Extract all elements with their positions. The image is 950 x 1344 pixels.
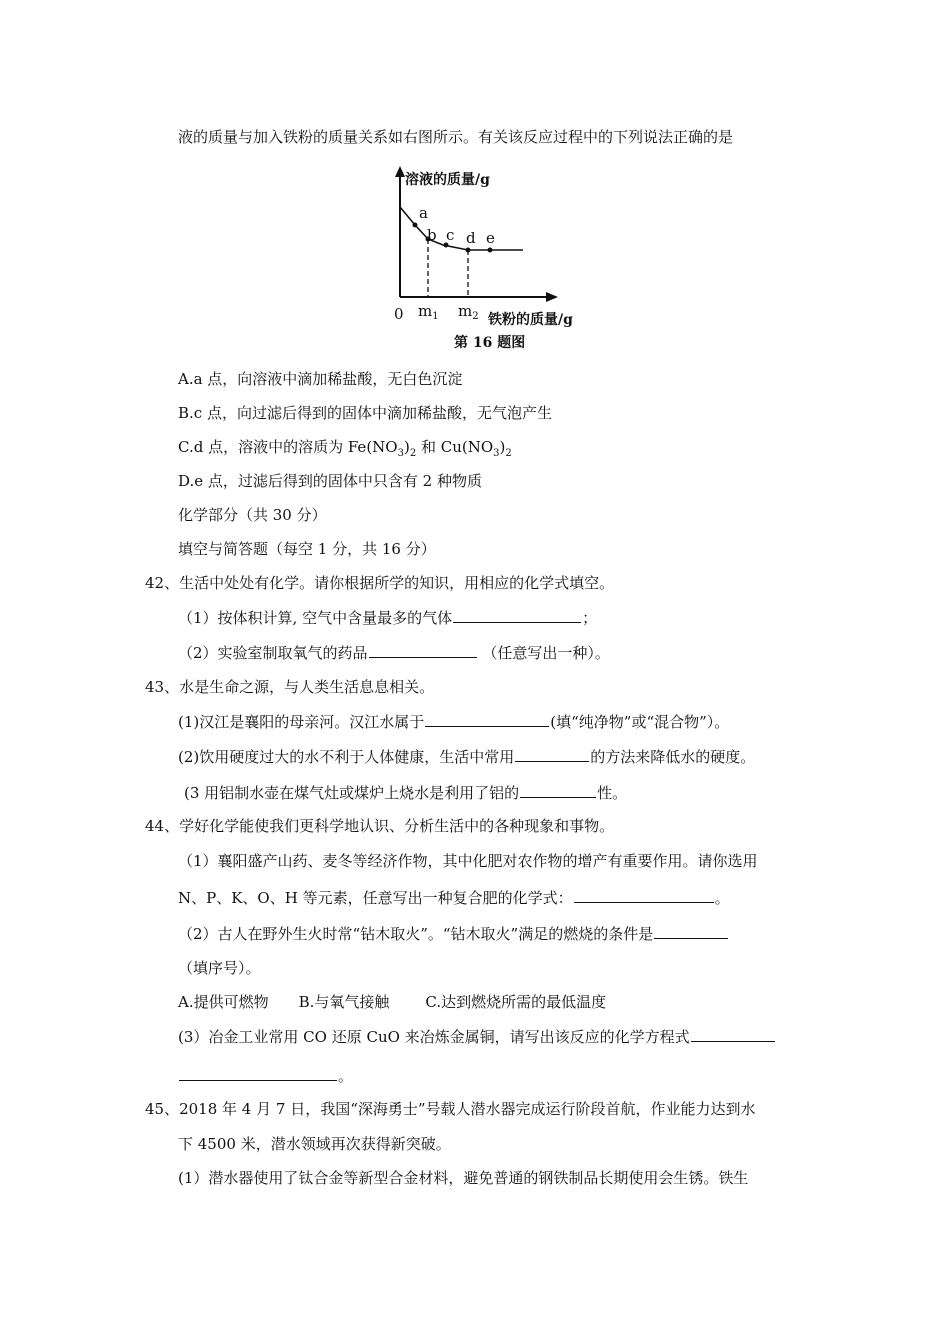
q44-part1b-text: N、P、K、O、H 等元素，任意写出一种复合肥的化学式： [178,889,573,907]
q45-stem: 45、2018 年 4 月 7 日，我国“深海勇士”号载人潜水器完成运行阶段首航，作业能力达到水 [145,1100,756,1118]
q43-part3 [184,782,627,803]
q44-stem: 44、学好化学能使我们更科学地认识、分析生活中的各种现象和事物。 [145,817,615,835]
x-axis-arrow [546,292,558,302]
x-axis-label: 铁粉的质量/g [488,312,573,328]
section-title: 化学部分（共 30 分） [178,506,327,524]
origin-label: 0 [394,305,404,323]
q43-part1-end: (填“纯净物”或“混合物”）。 [550,713,730,731]
q42-part2-end: （任意写出一种）。 [482,644,610,662]
label-a: a [419,204,428,222]
option-c-text: ) [403,438,410,456]
label-c: c [446,226,455,244]
q45-stem-continued: 下 4500 米，潜水领域再次获得新突破。 [178,1135,451,1153]
subscript: 2 [409,448,417,459]
label-b: b [427,226,437,244]
q44-part1: （1）襄阳盛产山药、麦冬等经济作物，其中化肥对农作物的增产有重要作用。请你选用 [178,852,758,870]
label-e: e [486,229,495,247]
q43-part3-end: 性。 [597,784,628,802]
q44-part2-continued: （填序号）。 [178,959,261,977]
option-c-text: 和 Cu(NO [416,438,494,456]
q42-part1-end: ； [582,609,598,627]
answer-blank[interactable] [574,887,714,903]
q44-option-b: B.与氧气接触 [298,993,390,1011]
q44-part3-end: 。 [338,1067,354,1085]
q44-options [178,992,606,1012]
intro-line: 液的质量与加入铁粉的质量关系如右图所示。有关该反应过程中的下列说法正确的是 [178,128,734,146]
q43-stem: 43、水是生命之源，与人类生活息息相关。 [145,678,435,696]
answer-blank[interactable] [453,607,581,623]
q44-part1b-end: 。 [714,889,730,907]
option-a: A.a 点，向溶液中滴加稀盐酸，无白色沉淀 [178,370,463,388]
option-b: B.c 点，向过滤后得到的固体中滴加稀盐酸，无气泡产生 [178,404,552,422]
point-e [488,248,493,253]
option-c-text: ) [499,438,506,456]
q44-option-c: C.达到燃烧所需的最低温度 [425,993,607,1011]
label-d: d [466,229,476,247]
section-subtitle: 填空与简答题（每空 1 分，共 16 分） [178,540,436,558]
q44-part2 [178,923,729,944]
option-c-text: C.d 点，溶液中的溶质为 Fe(NO [178,438,398,456]
answer-blank[interactable] [369,642,477,658]
option-d: D.e 点，过滤后得到的固体中只含有 2 种物质 [178,472,482,490]
q42-stem: 42、生活中处处有化学。请你根据所学的知识，用相应的化学式填空。 [145,574,615,592]
q44-option-a: A.提供可燃物 [178,993,269,1011]
y-axis-arrow [395,166,405,177]
option-c [178,437,512,464]
answer-blank[interactable] [425,711,549,727]
m1-label: $m_1$ [418,302,439,322]
q43-part2 [178,746,755,767]
y-axis-label: 溶液的质量/g [405,172,490,188]
q45-part1: (1）潜水器使用了钛合金等新型合金材料，避免普通的钢铁制品长期使用会生锈。铁生 [178,1169,749,1187]
subscript: 3 [493,448,500,459]
q42-part2-text: （2）实验室制取氧气的药品 [178,644,368,662]
q42-part1-text: （1）按体积计算, 空气中含量最多的气体 [178,609,453,627]
q43-part1 [178,711,729,732]
q44-part2-text: （2）古人在野外生火时常“钻木取火”。“钻木取火”满足的燃烧的条件是 [178,925,654,943]
subscript: 3 [397,448,404,459]
q42-part2 [178,642,610,663]
q44-part3-continued [178,1065,353,1086]
q44-part3-text: (3）冶金工业常用 CO 还原 CuO 来冶炼金属铜，请写出该反应的化学方程式 [178,1028,690,1046]
answer-blank[interactable] [179,1065,337,1081]
solution-mass-graph [388,162,598,357]
answer-blank[interactable] [691,1026,775,1042]
answer-blank[interactable] [515,746,589,762]
q43-part2-text: (2)饮用硬度过大的水不利于人体健康，生活中常用 [178,748,515,766]
q43-part1-text: (1)汉江是襄阳的母亲河。汉江水属于 [178,713,425,731]
answer-blank[interactable] [654,923,728,939]
point-d [466,248,471,253]
q43-part3-text: (3 用铝制水壶在煤气灶或煤炉上烧水是利用了铝的 [184,784,520,802]
figure-caption: 第 16 题图 [454,335,526,351]
point-a [413,223,418,228]
q44-part1-continued [178,887,730,908]
subscript: 2 [505,448,512,459]
q44-part3 [178,1026,776,1047]
q43-part2-end: 的方法来降低水的硬度。 [590,748,756,766]
m2-label: $m_2$ [458,302,479,322]
q42-part1 [178,607,597,628]
answer-blank[interactable] [520,782,596,798]
